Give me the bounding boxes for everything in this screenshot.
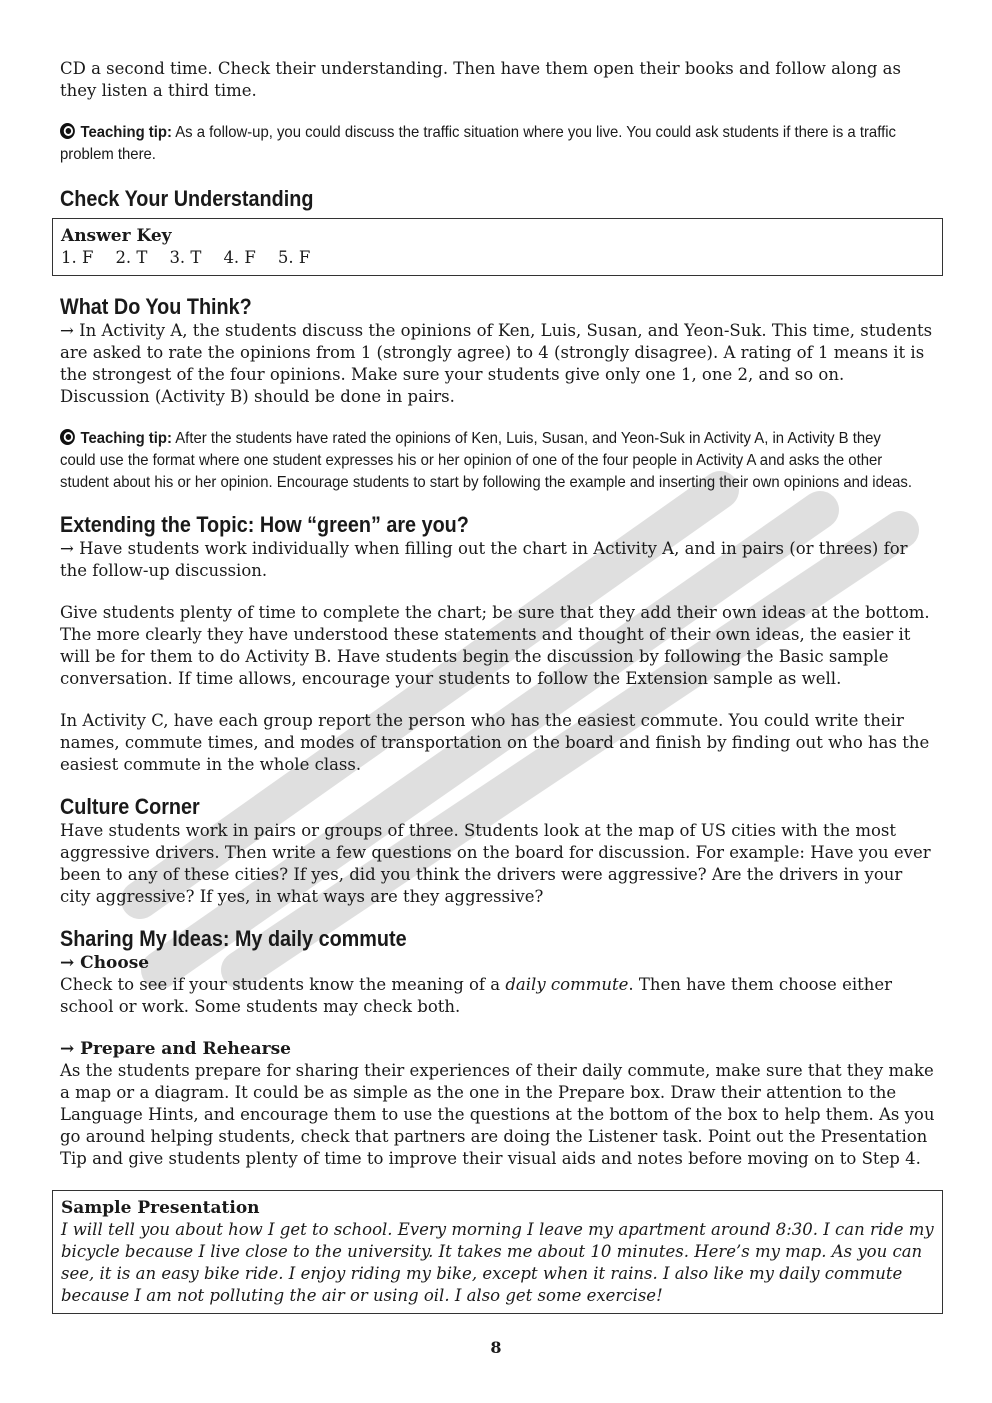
extend-paragraph-3: In Activity C, have each group report the person who has the easiest commute. You could write their names, commute times, and modes of transportation on the board and finish by finding out who has the easiest commute in the whole class. [60,711,930,774]
page-number: 8 [490,1338,502,1357]
culture-paragraph: Have students work in pairs or groups of three. Students look at the map of US cities with the most aggressive drivers. Then write a few questions on the board for discussion. For example: Have you ever been to any of these cities? If yes, did you think the drivers were aggressive? Are the drivers in your city aggressive? If yes, in what ways are they aggressive? [60,821,931,906]
teaching-tip-2 [60,428,920,494]
answer-item: 4. F [223,248,256,267]
answer-key-title: Answer Key [61,226,172,246]
tip-text: After the students have rated the opinions of Ken, Luis, Susan, and Yeon-Suk in Activity A, in Activity B they could use the format where one student expresses his or her opinion of one of the four people in Activity A and asks the other student about his or her opinion. Encourage students to start by following the example and inserting their own opinions and ideas. [60,430,913,491]
think-paragraph: → In Activity A, the students discuss the opinions of Ken, Luis, Susan, and Yeon-Suk. This time, students are asked to rate the opinions from 1 (strongly agree) to 4 (strongly disagree). A rating of 1 means it is the strongest of the four opinions. Make sure your students give only one 1, one 2, and so on. Discussion (Activity B) should be done in pairs. [60,321,933,406]
tip-label: Teaching tip: [80,124,172,141]
sample-presentation-text: I will tell you about how I get to school. Every morning I leave my apartment around 8:30. I can ride my bicycle because I live close to the university. It takes me about 10 minutes. Here’s my map. As you can see, it is an easy bike ride. I enjoy riding my bike, except when it rains. I also like my daily commute because I am not polluting the air or using oil. I also get some exercise! [61,1220,934,1305]
answer-item: 3. T [169,248,202,267]
choose-text-start: Check to see if your students know the meaning of a [60,975,506,994]
teaching-tip-1 [60,122,920,166]
extend-paragraph-1: → Have students work individually when filling out the chart in Activity A, and in pairs (or threes) for the follow-up discussion. [60,539,908,580]
prepare-paragraph: As the students prepare for sharing their experiences of their daily commute, make sure that they make a map or a diagram. It could be as simple as the one in the Prepare box. Draw their attention to the Language Hints, and encourage them to use the questions at the bottom of the box to help them. As you go around helping students, check that partners are doing the Listener task. Point out the Presentation Tip and give students plenty of time to improve their visual aids and notes before moving on to Step 4. [60,1061,935,1168]
sample-presentation-title: Sample Presentation [61,1198,260,1218]
tip-label: Teaching tip: [80,430,172,447]
tip-text: As a follow-up, you could discuss the traffic situation where you live. You could ask students if there is a traffic problem there. [60,124,896,163]
answer-item: 5. F [277,248,311,267]
choose-paragraph [60,974,935,1018]
intro-paragraph: CD a second time. Check their understanding. Then have them open their books and follow along as they listen a third time. [60,59,901,100]
choose-subheading: → Choose [60,953,150,973]
section-heading-check: Check Your Understanding [60,186,314,211]
sample-presentation-box [52,1190,943,1314]
section-heading-extend: Extending the Topic: How “green” are you? [60,512,469,537]
section-heading-culture: Culture Corner [60,794,200,819]
page-content [60,58,935,1314]
section-heading-think: What Do You Think? [60,294,252,319]
answer-item: 2. T [115,248,148,267]
answer-item: 1. F [61,248,94,267]
choose-term: daily commute [505,975,629,994]
section-heading-sharing: Sharing My Ideas: My daily commute [60,926,407,951]
choose-text-end: . Then have them choose either school or work. Some students may check both. [60,975,893,1016]
tip-icon [60,123,75,139]
extend-paragraph-2: Give students plenty of time to complete the chart; be sure that they add their own ideas at the bottom. The more clearly they have understood these statements and thought of their own ideas, the easier it will be for them to do Activity B. Have students begin the discussion by following the Basic sample conversation. If time allows, encourage your students to follow the Extension sample as well. [60,603,930,688]
answer-key-box [52,218,943,276]
tip-icon [60,429,75,445]
prepare-subheading: → Prepare and Rehearse [60,1039,291,1059]
answer-key-row [61,247,934,269]
